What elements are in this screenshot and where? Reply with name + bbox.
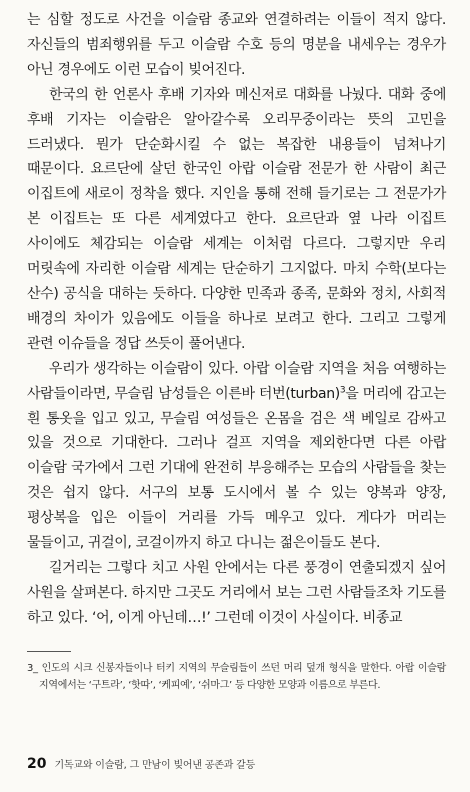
- footnote-reference: 3: [339, 384, 346, 395]
- footnote-divider: [27, 651, 71, 652]
- paragraph-3-text-b: 을 머리에 감고는 흰 통옷을 입고 있고, 무슬림 여성들은 온몸을 검은 색 베일로 감싸고 있을 것으로 기대한다. 그러나 걸프 지역을 제외한다면 다른 아랍 이슬람 국가에서 그런 기대에 완전히 부응해주는 모습의 사람들을 찾는 것은 쉽지 않다. 서구의 보통 도시에서 볼 수 있는 양복과 양장, 평상복을 입은 이들이 거리를 가득 메우고 있다. 게다가 머리는 물들이고, 귀걸이, 코걸이까지 하고 다니는 젊은이들도 본다.: [27, 385, 446, 552]
- paragraph-3-text-a: 우리가 생각하는 이슬람이 있다. 아랍 이슬람 지역을 처음 여행하는 사람들이라면, 무슬림 남성들은 이른바 터번(turban): [27, 360, 446, 402]
- page-footer: [27, 756, 255, 772]
- footnote-3: 3_ 인도의 시크 신봉자들이나 터키 지역의 무슬림들이 쓰던 머리 덮개 형식을 말한다. 아랍 이슬람 지역에서는 ‘구트라’, ‘핫따’, ‘케피예’, ‘쉬마그’ 등 다양한 모양과 이름으로 부른다.: [27, 662, 446, 691]
- paragraph-4: 길거리는 그렇다 치고 사원 안에서는 다른 풍경이 연출되겠지 싶어 사원을 살펴본다. 하지만 그곳도 거리에서 보는 그런 사람들조차 기도를 하고 있다. ‘어, 이게 아닌데…!’ 그런데 이것이 사실이다. 비종교: [27, 559, 446, 626]
- running-title: 기독교와 이슬람, 그 만남이 빚어낸 공존과 갈등: [54, 760, 256, 771]
- paragraph-1: 는 심할 정도로 사건을 이슬람 종교와 연결하려는 이들이 적지 않다. 자신들의 범죄행위를 두고 이슬람 수호 등의 명분을 내세우는 경우가 아닌 경우에도 이런 모습이 빚어진다.: [27, 12, 446, 78]
- page-number: 20: [27, 756, 47, 772]
- paragraph-3: [27, 357, 446, 556]
- paragraph-2: 한국의 한 언론사 후배 기자와 메신저로 대화를 나눴다. 대화 중에 후배 기자는 이슬람은 알아갈수록 오리무중이라는 뜻의 고민을 드러냈다. 뭔가 단순화시킬 수 없는 복잡한 내용들이 넘쳐나기 때문이다. 요르단에 살던 한국인 아랍 이슬람 전문가 한 사람이 최근 이집트에 새로이 정착을 했다. 지인을 통해 전해 들기로는 그 전문가가 본 이집트는 또 다른 세계였다고 한다. 요르단과 옆 나라 이집트 사이에도 체감되는 이슬람 세계는 이처럼 다르다. 그렇지만 우리 머릿속에 자리한 이슬람 세계는 단순하기 그지없다. 마치 수학(보다는 산수) 공식을 대하는 듯하다. 다양한 민족과 종족, 문화와 정치, 사회적 배경의 차이가 있음에도 이들을 하나로 보려고 한다. 그리고 그렇게 관련 이슈들을 정답 쓰듯이 풀어낸다.: [27, 86, 446, 352]
